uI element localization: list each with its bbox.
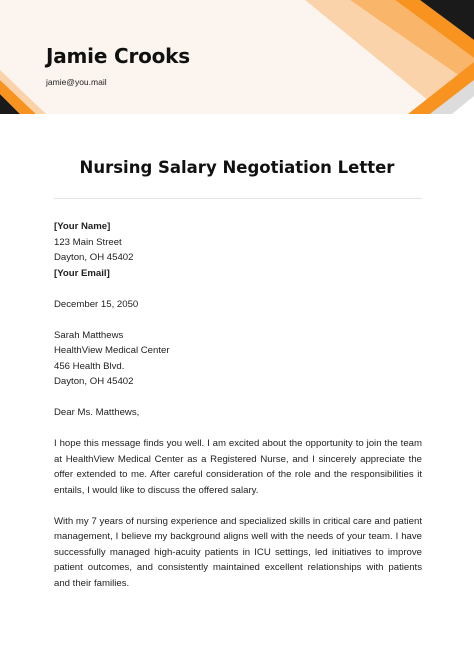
sender-block: [54, 219, 422, 281]
letter-date: December 15, 2050: [54, 298, 139, 310]
sender-email: [Your Email]: [54, 267, 110, 279]
recipient-organization: HealthView Medical Center: [54, 345, 170, 356]
recipient-name: Sarah Matthews: [54, 329, 124, 341]
sender-name: [Your Name]: [54, 221, 111, 232]
salutation: Dear Ms. Matthews,: [54, 407, 140, 418]
paragraph-experience: With my 7 years of nursing experience and specialized skills in critical care and patient management, I believe my background aligns well with the needs of your team. I have successfully managed high-acuity patients in ICU settings, led initiatives to improve patient outcomes, and consistently maintained excellent relationships with patients and their families.: [54, 515, 422, 589]
header-name: Jamie Crooks: [46, 44, 190, 68]
sender-city: Dayton, OH 45402: [54, 252, 134, 263]
letter-title: Nursing Salary Negotiation Letter: [79, 158, 395, 177]
sender-street: 123 Main Street: [54, 236, 122, 248]
letter-body: [54, 219, 422, 591]
recipient-street: 456 Health Blvd.: [54, 360, 125, 372]
header-email: jamie@you.mail: [46, 77, 107, 87]
letterhead: [0, 0, 474, 114]
recipient-city: Dayton, OH 45402: [54, 376, 134, 387]
title-divider: [54, 198, 422, 199]
recipient-block: [54, 328, 422, 390]
paragraph-intro: I hope this message finds you well. I am excited about the opportunity to join the team at HealthView Medical Center as a Registered Nurse, and I sincerely appreciate the offer extended to me. After careful consideration of the role and the responsibilities it entails, I would like to discuss the offered salary.: [54, 438, 422, 496]
